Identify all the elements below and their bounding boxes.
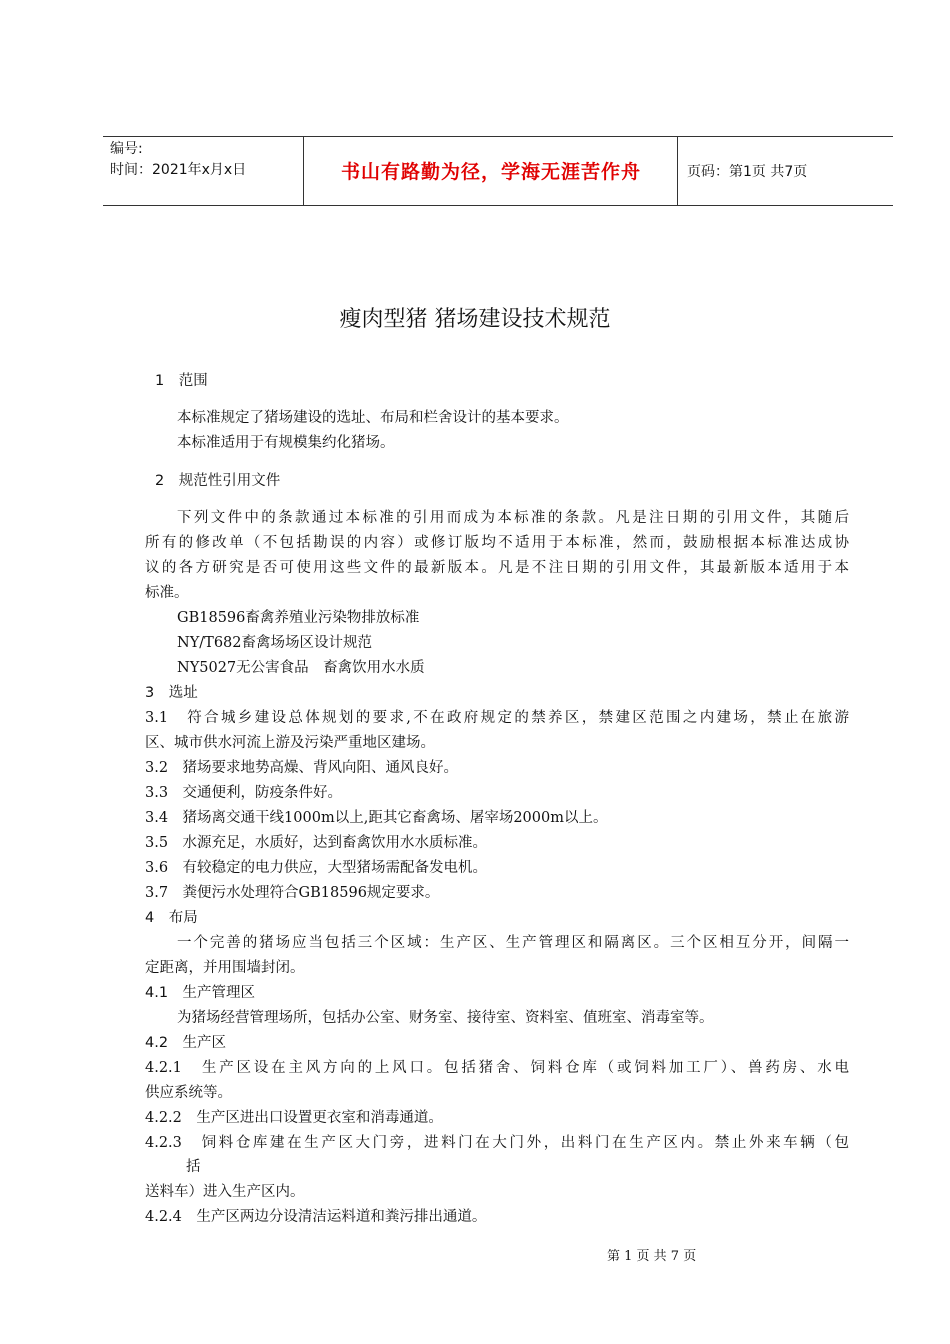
number-label: 编号: [110,141,143,157]
clause: 3.3 交通便利，防疫条件好。 [145,785,343,801]
document-title: 瘦肉型猪 猪场建设技术规范 [339,307,611,332]
section-heading: 1 范围 [155,373,208,389]
clause: 3.2 猪场要求地势高燥、背风向阳、通风良好。 [145,760,459,776]
paragraph-line: 议的各方研究是否可使用这些文件的最新版本。凡是不注日期的引用文件，其最新版本适用于本 [145,560,849,576]
clause: 3.7 粪便污水处理符合GB18596规定要求。 [145,885,440,901]
paragraph: 为猪场经营管理场所，包括办公室、财务室、接待室、资料室、值班室、消毒室等。 [177,1010,714,1026]
clause: 4.2.4 生产区两边分设清洁运料道和粪污排出通道。 [145,1209,487,1225]
section-heading: 3 选址 [145,685,198,701]
clause-line: 4.2.1 生产区设在主风方向的上风口。包括猪舍、饲料仓库（或饲料加工厂）、兽药房、水电 [145,1060,849,1076]
paragraph-line: 标准。 [145,585,189,601]
reference-item: NY/T682畜禽场场区设计规范 [177,635,372,651]
clause: 3.5 水源充足，水质好，达到畜禽饮用水水质标准。 [145,835,488,851]
paragraph-line: 所有的修改单（不包括勘误的内容）或修订版均不适用于本标准，然而，鼓励根据本标准达成协 [145,535,849,551]
clause-line: 3.1 符合城乡建设总体规划的要求,不在政府规定的禁养区，禁建区范围之内建场，禁止在旅游 [145,710,849,726]
page-footer: 第 1 页 共 7 页 [607,1249,697,1264]
clause: 3.4 猪场离交通干线1000m以上,距其它畜禽场、屠宰场2000m以上。 [145,810,608,826]
clause-line: 4.2.3 饲料仓库建在生产区大门旁，进料门在大门外，出料门在生产区内。禁止外来车辆（包 [145,1135,849,1151]
paragraph-line: 定距离，并用围墙封闭。 [145,960,305,976]
clause: 3.6 有较稳定的电力供应，大型猪场需配备发电机。 [145,860,488,876]
paragraph-line: 下列文件中的条款通过本标准的引用而成为本标准的条款。凡是注日期的引用文件，其随后 [177,510,849,526]
clause-line: 供应系统等。 [145,1085,232,1101]
header-page-info: 页码：第1页 共7页 [687,164,808,180]
document-header [103,136,893,206]
section-heading: 2 规范性引用文件 [155,473,281,489]
clause-line: 区、城市供水河流上游及污染严重地区建场。 [145,735,435,751]
subsection-heading: 4.1 生产管理区 [145,985,256,1001]
clause-line: 括 [186,1159,201,1175]
header-meta [110,139,246,181]
clause: 4.2.2 生产区进出口设置更衣室和消毒通道。 [145,1110,443,1126]
clause-line: 送料车）进入生产区内。 [145,1184,305,1200]
paragraph-line: 一个完善的猪场应当包括三个区域：生产区、生产管理区和隔离区。三个区相互分开，间隔一 [177,935,849,951]
reference-item: GB18596畜禽养殖业污染物排放标准 [177,610,420,626]
paragraph: 本标准适用于有规模集约化猪场。 [177,435,395,451]
subsection-heading: 4.2 生产区 [145,1035,227,1051]
time-label: 时间：2021年x月x日 [110,162,247,178]
reference-item: NY5027无公害食品 畜禽饮用水水质 [177,660,425,676]
section-heading: 4 布局 [145,910,198,926]
paragraph: 本标准规定了猪场建设的选址、布局和栏舍设计的基本要求。 [177,410,569,426]
header-divider [677,137,678,205]
header-motto: 书山有路勤为径，学海无涯苦作舟 [340,161,641,183]
